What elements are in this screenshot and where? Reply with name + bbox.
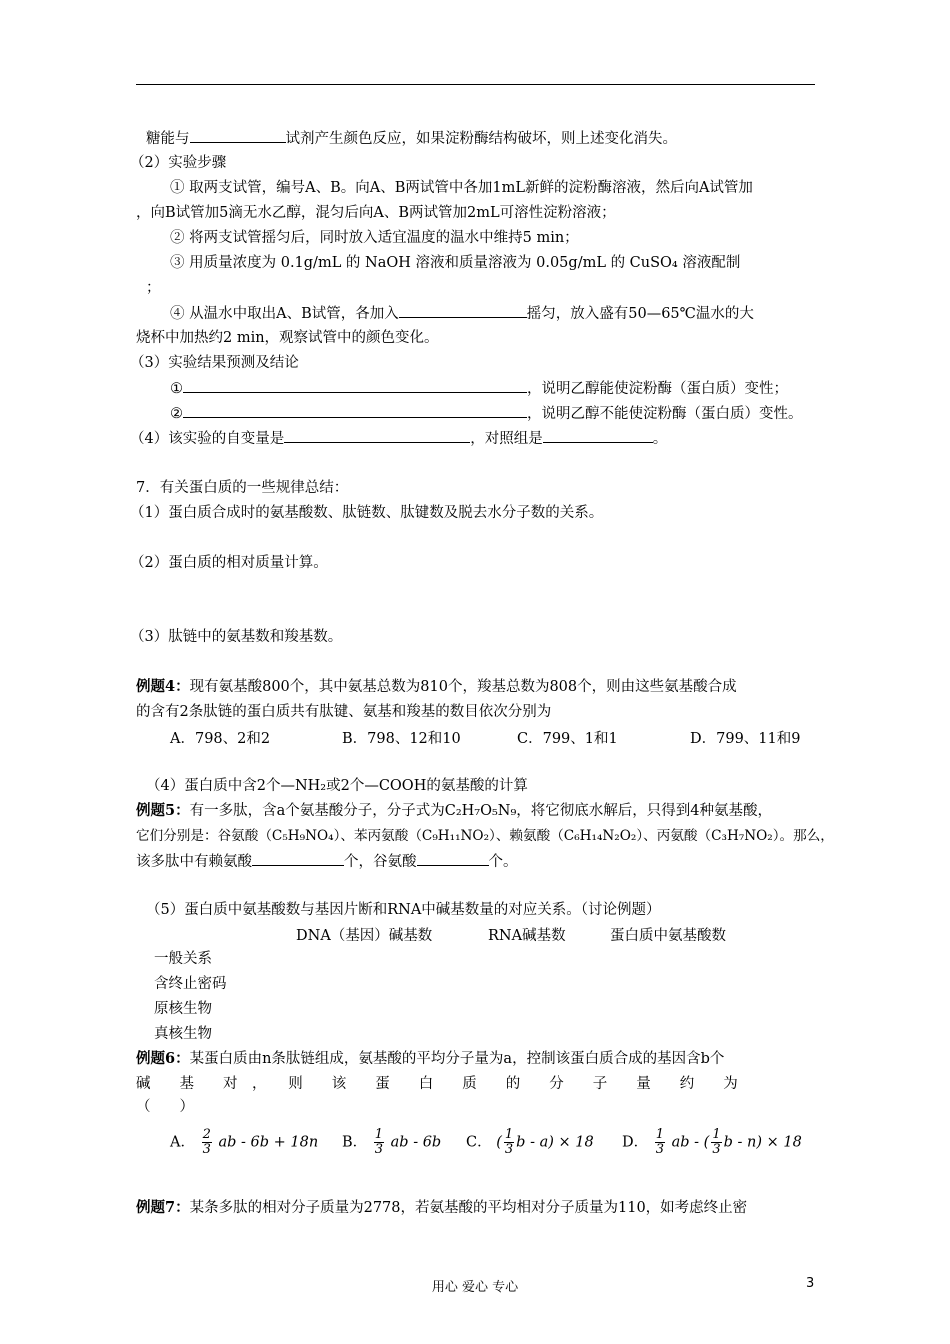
text-line: 的含有2条肽链的蛋白质共有肽键、氨基和羧基的数目依次分别为 xyxy=(136,704,552,720)
column-header: 蛋白质中氨基酸数 xyxy=(610,928,726,944)
text-line: （1）蛋白质合成时的氨基酸数、肽链数、肽键数及脱去水分子数的关系。 xyxy=(130,505,604,521)
text-line: ② 将两支试管摇匀后，同时放入适宜温度的温水中维持5 min； xyxy=(170,230,579,246)
text-line: （4）蛋白质中含2个—NH₂或2个—COOH的氨基酸的计算 xyxy=(146,778,528,794)
text-line: 它们分别是：谷氨酸（C₅H₉NO₄）、苯丙氨酸（C₉H₁₁NO₂）、赖氨酸（C₆H₁₄N₂O₂）、丙氨酸（C₃H₇NO₂）。那么， xyxy=(136,828,834,844)
blank[interactable] xyxy=(183,403,527,418)
blank[interactable] xyxy=(252,851,344,866)
text-line: （2）蛋白质的相对质量计算。 xyxy=(130,555,328,571)
text-line: ② ，说明乙醇不能使淀粉酶（蛋白质）变性。 xyxy=(170,403,803,424)
row-label: 一般关系 xyxy=(154,951,212,967)
row-label: 含终止密码 xyxy=(154,976,227,992)
text-line: ① 取两支试管，编号A、B。向A、B两试管中各加1mL新鲜的淀粉酶溶液，然后向A试管加 xyxy=(170,180,753,196)
text-line: ① ，说明乙醇能使淀粉酶（蛋白质）变性； xyxy=(170,378,788,399)
column-header: DNA（基因）碱基数 xyxy=(296,928,433,944)
example-4: 例题4：现有氨基酸800个，其中氨基总数为810个，羧基总数为808个，则由这些氨基酸合成 xyxy=(136,678,737,695)
text-line: （2）实验步骤 xyxy=(130,155,227,171)
page-number: 3 xyxy=(806,1276,815,1291)
text-line: （4）该实验的自变量是 ，对照组是 。 xyxy=(130,428,667,449)
column-header: RNA碱基数 xyxy=(488,928,566,944)
text-line: ，向B试管加5滴无水乙醇，混匀后向A、B两试管加2mL可溶性淀粉溶液； xyxy=(136,205,616,221)
blank[interactable] xyxy=(284,428,470,443)
row-label: 真核生物 xyxy=(154,1026,212,1042)
option-c[interactable]: C．799、1和1 xyxy=(517,731,618,747)
example-6: 例题6：某蛋白质由n条肽链组成，氨基酸的平均分子量为a，控制该蛋白质合成的基因含b个 xyxy=(136,1050,725,1067)
header-rule xyxy=(136,84,815,85)
text-line: ③ 用质量浓度为 0.1g/mL 的 NaOH 溶液和质量溶液为 0.05g/mL 的 CuSO₄ 溶液配制 xyxy=(170,255,741,271)
option-d[interactable]: D．799、11和9 xyxy=(690,731,801,747)
example-5: 例题5：有一多肽，含a个氨基酸分子，分子式为C₂H₇O₅N₉，将它彻底水解后，只得到4种氨基酸， xyxy=(136,802,773,819)
option-c[interactable]: C． ( $\frac{1}{3}$ b - a) × 18 xyxy=(466,1127,594,1157)
text-line: （ ） xyxy=(136,1099,194,1115)
example-7: 例题7：某条多肽的相对分子质量为2778，若氨基酸的平均相对分子质量为110，如考虑终止密 xyxy=(136,1199,748,1216)
text-line: 糖能与 试剂产生颜色反应，如果淀粉酶结构破坏，则上述变化消失。 xyxy=(146,128,677,149)
option-a[interactable]: A． $\frac{2}{3}$ ab - 6b + 18n xyxy=(170,1127,319,1157)
blank[interactable] xyxy=(399,303,527,318)
option-d[interactable]: D． $\frac{1}{3}$ ab - ( $\frac{1}{3}$ b - n) × 18 xyxy=(622,1127,802,1157)
blank[interactable] xyxy=(417,851,489,866)
text-line: （3）实验结果预测及结论 xyxy=(130,355,299,371)
option-b[interactable]: B． $\frac{1}{3}$ ab - 6b xyxy=(342,1127,442,1157)
text-line: （3）肽链中的氨基数和羧基数。 xyxy=(130,629,343,645)
text-line: 该多肽中有赖氨酸 个，谷氨酸 个。 xyxy=(136,851,518,872)
blank[interactable] xyxy=(183,378,527,393)
blank[interactable] xyxy=(543,428,653,443)
blank[interactable] xyxy=(190,128,286,143)
option-a[interactable]: A．798、2和2 xyxy=(170,731,271,747)
text-line: 碱 基 对 ， 则 该 蛋 白 质 的 分 子 量 约 为 xyxy=(136,1076,738,1092)
option-b[interactable]: B．798、12和10 xyxy=(342,731,461,747)
text-line: ； xyxy=(146,280,161,296)
text-line: ④ 从温水中取出A、B试管，各加入 摇匀，放入盛有50—65℃温水的大 xyxy=(170,303,754,324)
row-label: 原核生物 xyxy=(154,1001,212,1017)
text-line: 烧杯中加热约2 min，观察试管中的颜色变化。 xyxy=(136,330,439,346)
page-footer: 用心 爱心 专心 xyxy=(431,1280,519,1295)
section-heading: 7．有关蛋白质的一些规律总结： xyxy=(136,480,349,496)
text-line: （5）蛋白质中氨基酸数与基因片断和RNA中碱基数量的对应关系。（讨论例题） xyxy=(146,902,661,918)
